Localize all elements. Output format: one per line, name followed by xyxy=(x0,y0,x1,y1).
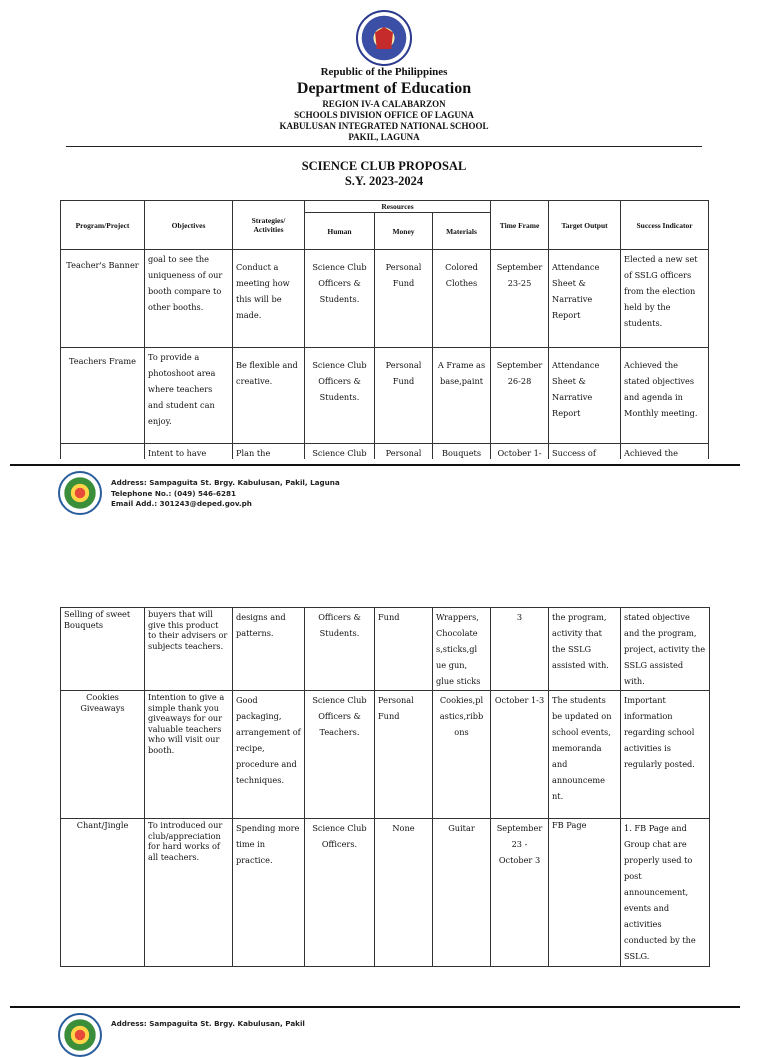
col-header-time: Time Frame xyxy=(491,201,549,250)
table-row xyxy=(61,444,709,460)
cell-indicator: Achieved the xyxy=(621,444,709,460)
cell-output: The students be updated on school events, memoranda and announceme nt. xyxy=(549,691,621,819)
cell-materials: A Frame as base,paint xyxy=(433,348,491,444)
footer-email: Email Add.: 301243@deped.gov.ph xyxy=(111,499,252,508)
footer-divider xyxy=(10,464,740,466)
cell-objectives: Intention to give a simple thank you giveaways for our valuable teachers who will visit our booth. xyxy=(145,691,233,819)
cell-program: Teachers Frame xyxy=(61,348,145,444)
footer-contact xyxy=(111,478,340,510)
cell-money: Personal xyxy=(375,444,433,460)
table-row xyxy=(61,348,709,444)
cell-strategies: Spending more time in practice. xyxy=(233,819,305,967)
col-header-objectives: Objectives xyxy=(145,201,233,250)
footer-address-page2: Address: Sampaguita St. Brgy. Kabulusan, Pakil xyxy=(111,1019,305,1028)
header-department: Department of Education xyxy=(296,80,472,97)
cell-program: Cookies Giveaways xyxy=(61,691,145,819)
cell-objectives: To introduced our club/appreciation for hard works of all teachers. xyxy=(145,819,233,967)
cell-time: October 1-3 xyxy=(491,691,549,819)
cell-money: None xyxy=(375,819,433,967)
header-republic: Republic of the Philippines xyxy=(320,66,448,78)
footer-telephone: Telephone No.: (049) 546-6281 xyxy=(111,488,236,498)
proposal-title: SCIENCE CLUB PROPOSAL xyxy=(301,159,467,173)
col-header-resources: Resources xyxy=(305,201,491,213)
col-header-indicator: Success Indicator xyxy=(621,201,709,250)
cell-human: Science Club Officers. xyxy=(305,819,375,967)
footer-divider-page2 xyxy=(10,1006,740,1008)
cell-program: Selling of sweet Bouquets xyxy=(61,608,145,691)
table-row xyxy=(61,691,710,819)
cell-strategies: Be flexible and creative. xyxy=(233,348,305,444)
cell-objectives: To provide a photoshoot area where teachers and student can enjoy. xyxy=(145,348,233,444)
col-header-strategies: Strategies/ Activities xyxy=(233,201,305,250)
cell-program: Chant/Jingle xyxy=(61,819,145,967)
cell-human: Officers & Students. xyxy=(305,608,375,691)
cell-time: September 23 - October 3 xyxy=(491,819,549,967)
header-region: REGION IV-A CALABARZON xyxy=(322,99,446,109)
cell-indicator: stated objective and the program, project, activity the SSLG assisted with. xyxy=(621,608,710,691)
cell-time: September 23-25 xyxy=(491,250,549,348)
proposal-table-page1 xyxy=(60,200,709,459)
header-town: PAKIL, LAGUNA xyxy=(348,132,420,142)
cell-indicator: Important information regarding school activities is regularly posted. xyxy=(621,691,710,819)
col-header-money: Money xyxy=(375,213,433,250)
cell-materials: Cookies,pl astics,ribb ons xyxy=(433,691,491,819)
header-division: SCHOOLS DIVISION OFFICE OF LAGUNA xyxy=(294,110,474,120)
cell-output: the program, activity that the SSLG assisted with. xyxy=(549,608,621,691)
footer-address: Address: Sampaguita St. Brgy. Kabulusan, Pakil, Laguna xyxy=(111,478,340,487)
header-school: KABULUSAN INTEGRATED NATIONAL SCHOOL xyxy=(279,121,489,131)
cell-output: Success of xyxy=(549,444,621,460)
page1-table-clip xyxy=(0,0,768,459)
cell-money: Personal Fund xyxy=(375,250,433,348)
cell-objectives: goal to see the uniqueness of our booth compare to other booths. xyxy=(145,250,233,348)
table-row xyxy=(61,608,710,691)
cell-human: Science Club Officers & Students. xyxy=(305,250,375,348)
cell-program: Teacher's Banner xyxy=(61,250,145,348)
cell-time: 3 xyxy=(491,608,549,691)
table-row xyxy=(61,819,710,967)
school-logo-icon-page2 xyxy=(58,1013,102,1057)
cell-strategies: designs and patterns. xyxy=(233,608,305,691)
cell-materials: Colored Clothes xyxy=(433,250,491,348)
cell-human: Science Club Officers & Teachers. xyxy=(305,691,375,819)
cell-time: September 26-28 xyxy=(491,348,549,444)
cell-output: Attendance Sheet & Narrative Report xyxy=(549,250,621,348)
cell-objectives: buyers that will give this product to their advisers or subjects teachers. xyxy=(145,608,233,691)
cell-indicator: Elected a new set of SSLG officers from the election held by the students. xyxy=(621,250,709,348)
cell-human: Science Club Officers & Students. xyxy=(305,348,375,444)
cell-materials: Guitar xyxy=(433,819,491,967)
cell-output: FB Page xyxy=(549,819,621,967)
cell-materials: Wrappers, Chocolate s,sticks,gl ue gun, glue sticks xyxy=(433,608,491,691)
cell-human: Science Club xyxy=(305,444,375,460)
cell-objectives: Intent to have xyxy=(145,444,233,460)
col-header-materials: Materials xyxy=(433,213,491,250)
col-header-human: Human xyxy=(305,213,375,250)
col-header-output: Target Output xyxy=(549,201,621,250)
cell-strategies: Plan the xyxy=(233,444,305,460)
cell-money: Personal Fund xyxy=(375,691,433,819)
cell-time: October 1- xyxy=(491,444,549,460)
cell-strategies: Conduct a meeting how this will be made. xyxy=(233,250,305,348)
cell-strategies: Good packaging, arrangement of recipe, procedure and techniques. xyxy=(233,691,305,819)
cell-materials: Bouquets xyxy=(433,444,491,460)
cell-indicator: Achieved the stated objectives and agenda in Monthly meeting. xyxy=(621,348,709,444)
cell-indicator: 1. FB Page and Group chat are properly used to post announcement, events and activities conducted by the SSLG. xyxy=(621,819,710,967)
school-year: S.Y. 2023-2024 xyxy=(344,174,424,188)
proposal-table-page2 xyxy=(60,607,710,967)
cell-money: Fund xyxy=(375,608,433,691)
cell-program xyxy=(61,444,145,460)
cell-money: Personal Fund xyxy=(375,348,433,444)
cell-output: Attendance Sheet & Narrative Report xyxy=(549,348,621,444)
table-row xyxy=(61,250,709,348)
school-logo-icon xyxy=(58,471,102,515)
col-header-program: Program/Project xyxy=(61,201,145,250)
